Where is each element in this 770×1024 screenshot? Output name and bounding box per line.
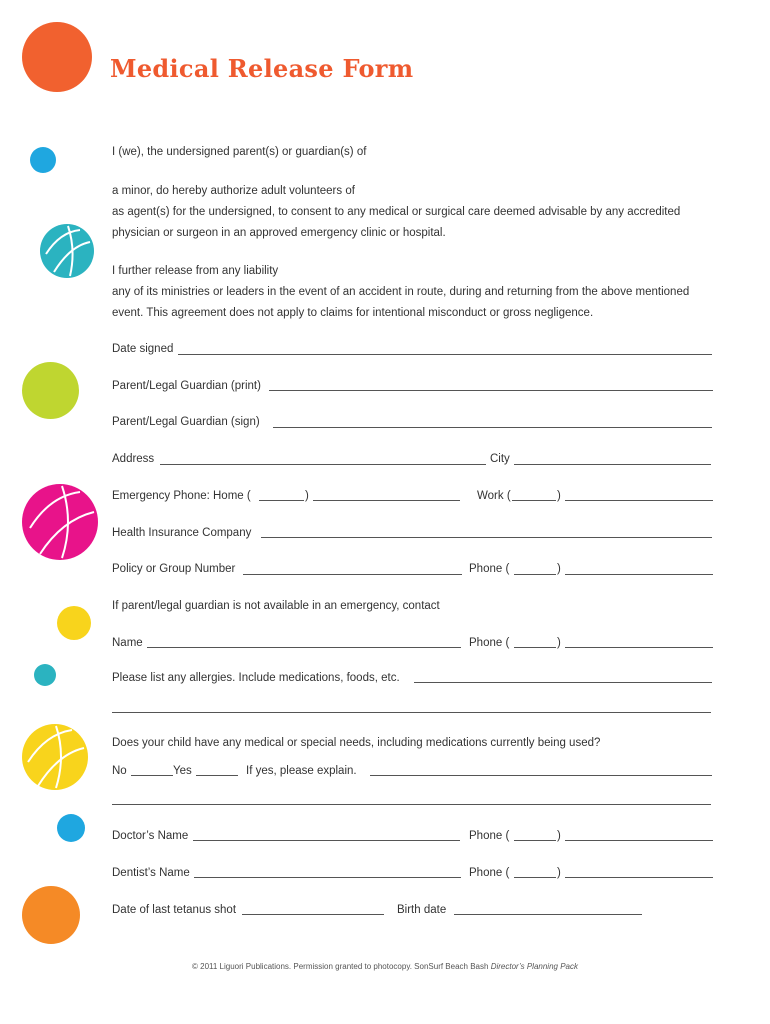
explain-field-line-2[interactable] [112,804,711,805]
dentist-phone-field[interactable] [565,877,713,878]
blue-dot [30,147,56,173]
address-field[interactable] [160,464,486,465]
page-title: Medical Release Form [110,54,414,83]
contact-name-field[interactable] [147,647,461,648]
paren-close: ) [557,830,561,842]
lime-dot [22,362,79,419]
teal-dot-small [34,664,56,686]
intro-line-1: I (we), the undersigned parent(s) or guardian(s) of [112,146,367,158]
teal-beach-ball [40,224,94,278]
work-area-code-field[interactable] [512,500,556,501]
intro-line-3: as agent(s) for the undersigned, to consent to any medical or surgical care deemed advisable by any accredited [112,206,681,218]
intro-line-4: physician or surgeon in an approved emergency clinic or hospital. [112,227,446,239]
contact-name-label: Name [112,637,143,649]
policy-number-field[interactable] [243,574,462,575]
allergies-field-line-2[interactable] [112,712,711,713]
paren-close: ) [557,490,561,502]
footer-text: © 2011 Liguori Publications. Permission granted to photocopy. SonSurf Beach Bash [192,962,489,971]
magenta-beach-ball [22,484,98,560]
insurance-phone-label: Phone ( [469,563,510,575]
guardian-print-field[interactable] [269,390,713,391]
work-label: Work ( [477,490,511,502]
doctor-label: Doctor’s Name [112,830,189,842]
doctor-phone-field[interactable] [565,840,713,841]
paren-close: ) [557,563,561,575]
dentist-label: Dentist’s Name [112,867,190,879]
yellow-beach-ball [22,724,88,790]
doctor-phone-label: Phone ( [469,830,510,842]
contact-phone-label: Phone ( [469,637,510,649]
health-insurance-field[interactable] [261,537,712,538]
emergency-phone-label: Emergency Phone: Home ( [112,490,251,502]
home-area-code-field[interactable] [259,500,304,501]
doctor-name-field[interactable] [193,840,460,841]
blue-dot-small [57,814,85,842]
yellow-dot-small [57,606,91,640]
intro-line-5: I further release from any liability [112,265,279,277]
city-label: City [490,453,510,465]
footer-italic: Director’s Planning Pack [490,962,578,971]
work-phone-field[interactable] [565,500,713,501]
policy-number-label: Policy or Group Number [112,563,236,575]
birth-date-label: Birth date [397,904,447,916]
guardian-sign-label: Parent/Legal Guardian (sign) [112,416,260,428]
health-insurance-label: Health Insurance Company [112,527,252,539]
intro-line-6: any of its ministries or leaders in the event of an accident in route, during and returning from the above mentioned [112,286,690,298]
date-signed-field[interactable] [178,354,712,355]
orange-dot-bottom [22,886,80,944]
allergies-label: Please list any allergies. Include medications, foods, etc. [112,672,400,684]
contact-phone-field[interactable] [565,647,713,648]
contact-area-code-field[interactable] [514,647,556,648]
yes-field[interactable] [196,775,238,776]
footer [0,962,770,971]
date-signed-label: Date signed [112,343,174,355]
city-field[interactable] [514,464,711,465]
explain-field[interactable] [370,775,712,776]
dentist-name-field[interactable] [194,877,461,878]
paren-close: ) [557,637,561,649]
address-label: Address [112,453,155,465]
home-phone-field[interactable] [313,500,460,501]
doctor-area-code-field[interactable] [514,840,556,841]
if-unavailable-text: If parent/legal guardian is not available in an emergency, contact [112,600,440,612]
dentist-phone-label: Phone ( [469,867,510,879]
guardian-sign-field[interactable] [273,427,712,428]
intro-line-2: a minor, do hereby authorize adult volunteers of [112,185,355,197]
no-field[interactable] [131,775,173,776]
paren-close: ) [557,867,561,879]
dentist-area-code-field[interactable] [514,877,556,878]
yes-label: Yes [173,765,192,777]
special-needs-question: Does your child have any medical or special needs, including medications currently being used? [112,737,601,749]
insurance-area-code-field[interactable] [514,574,556,575]
insurance-phone-field[interactable] [565,574,713,575]
tetanus-field[interactable] [242,914,384,915]
no-label: No [112,765,127,777]
tetanus-label: Date of last tetanus shot [112,904,237,916]
paren-close: ) [305,490,309,502]
allergies-field[interactable] [414,682,712,683]
intro-line-7: event. This agreement does not apply to claims for intentional misconduct or gross negligence. [112,307,594,319]
orange-dot-top [22,22,92,92]
birth-date-field[interactable] [454,914,642,915]
guardian-print-label: Parent/Legal Guardian (print) [112,380,261,392]
if-yes-label: If yes, please explain. [246,765,357,777]
